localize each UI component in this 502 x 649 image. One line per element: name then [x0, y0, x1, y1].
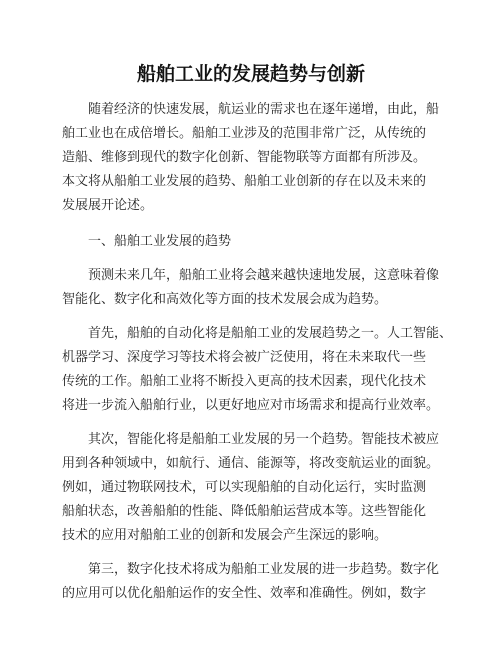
- text-line: 发展展开论述。: [62, 198, 154, 213]
- text-line: 一、船舶工业发展的趋势: [88, 234, 232, 249]
- paragraph-intro: [62, 98, 462, 218]
- paragraph-intelligence: [62, 428, 462, 548]
- text-line: 首先，船舶的自动化将是船舶工业的发展趋势之一。人工智能、: [88, 326, 453, 341]
- text-line: 传统的工作。船舶工业将不断投入更高的技术因素，现代化技术: [62, 374, 427, 389]
- text-line: 技术的应用对船舶工业的创新和发展会产生深远的影响。: [62, 528, 388, 543]
- text-line: 用到各种领域中，如航行、通信、能源等，将改变航运业的面貌。: [62, 456, 440, 471]
- paragraph-automation: [62, 322, 462, 418]
- paragraph-forecast: [62, 264, 462, 312]
- text-line: 例如，通过物联网技术，可以实现船舶的自动化运行，实时监测: [62, 480, 427, 495]
- text-line: 造船、维修到现代的数字化创新、智能物联等方面都有所涉及。: [62, 150, 427, 165]
- text-line: 的应用可以优化船舶运作的安全性、效率和准确性。例如，数字: [62, 586, 427, 601]
- document-title: 船舶工业的发展趋势与创新: [136, 63, 365, 85]
- text-line: 舶工业也在成倍增长。船舶工业涉及的范围非常广泛，从传统的: [62, 126, 427, 141]
- text-line: 将进一步流入船舶行业，以更好地应对市场需求和提高行业效率。: [62, 398, 440, 413]
- paragraph-digitalization: [62, 558, 462, 606]
- text-line: 本文将从船舶工业发展的趋势、船舶工业创新的存在以及未来的: [62, 174, 427, 189]
- text-line: 智能化、数字化和高效化等方面的技术发展会成为趋势。: [62, 292, 388, 307]
- text-line: 其次，智能化将是船舶工业发展的另一个趋势。智能技术被应: [88, 432, 440, 447]
- text-line: 船舶状态，改善船舶的性能、降低船舶运营成本等。这些智能化: [62, 504, 427, 519]
- text-line: 预测未来几年，船舶工业将会越来越快速地发展，这意味着像: [88, 268, 440, 283]
- text-line: 第三，数字化技术将成为船舶工业发展的进一步趋势。数字化: [88, 562, 440, 577]
- text-line: 随着经济的快速发展，航运业的需求也在逐年递增，由此，船: [88, 102, 440, 117]
- section-heading: [62, 230, 462, 254]
- text-line: 机器学习、深度学习等技术将会被广泛使用，将在未来取代一些: [62, 350, 427, 365]
